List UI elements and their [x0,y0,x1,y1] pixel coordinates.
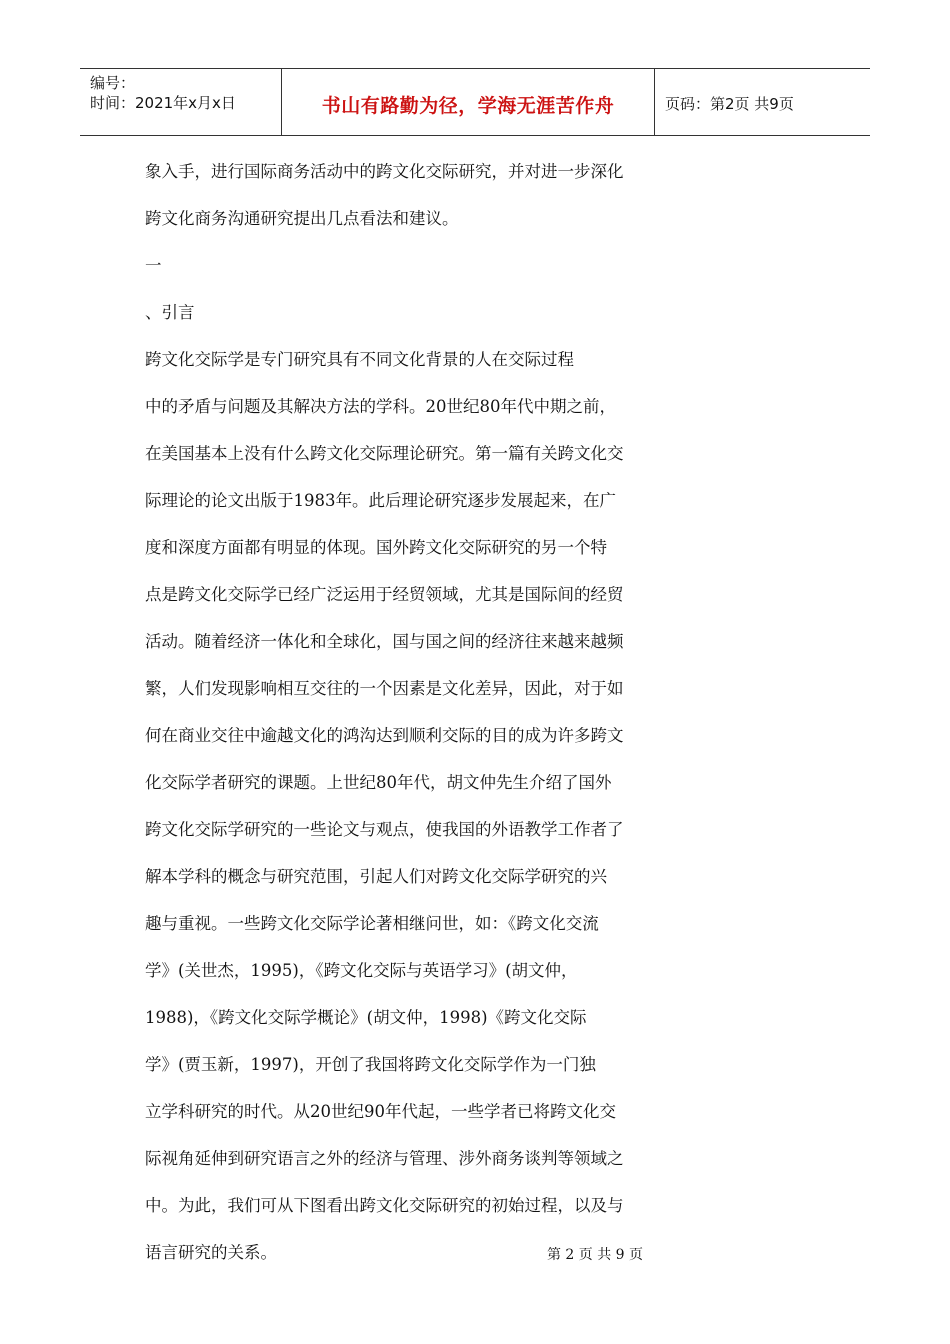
text-line: 点是跨文化交际学已经广泛运用于经贸领域，尤其是国际间的经贸 [145,585,624,604]
text-line: 中。为此，我们可从下图看出跨文化交际研究的初始过程，以及与 [145,1196,624,1215]
text-line: 跨文化交际学研究的一些论文与观点，使我国的外语教学工作者了 [145,820,624,839]
text-line: 学》(关世杰，1995)，《跨文化交际与英语学习》(胡文仲， [145,961,578,980]
document-date: 时间：2021年x月x日 [90,94,236,112]
text-line: 繁，人们发现影响相互交往的一个因素是文化差异，因此，对于如 [145,679,624,698]
text-line: 趣与重视。一些跨文化交际学论著相继问世，如：《跨文化交流 [145,914,599,933]
text-line: 象入手，进行国际商务活动中的跨文化交际研究，并对进一步深化 [145,162,624,181]
header-page-info-cell [655,69,870,135]
header-page-info: 页码：第2页 共9页 [665,94,794,113]
text-line: 1988)，《跨文化交际学概论》(胡文仲，1998)《跨文化交际 [145,1008,587,1027]
header-meta-cell [80,69,282,135]
text-line: 活动。随着经济一体化和全球化，国与国之间的经济往来越来越频 [145,632,624,651]
text-line: 度和深度方面都有明显的体现。国外跨文化交际研究的另一个特 [145,538,607,557]
text-line: 化交际学者研究的课题。上世纪80年代，胡文仲先生介绍了国外 [145,773,612,792]
document-number-label: 编号： [90,74,136,92]
section-heading: 、引言 [145,303,195,322]
text-line: 解本学科的概念与研究范围，引起人们对跨文化交际学研究的兴 [145,867,607,886]
text-line: 中的矛盾与问题及其解决方法的学科。20世纪80年代中期之前， [145,397,616,416]
section-number: 一 [145,256,162,275]
page-footer [0,1244,950,1264]
text-line: 语言研究的关系。 [145,1243,277,1262]
footer-page-number: 第 2 页 共 9 页 [546,1247,644,1263]
text-line: 在美国基本上没有什么跨文化交际理论研究。第一篇有关跨文化交 [145,444,624,463]
page-header [80,68,870,136]
text-line: 跨文化商务沟通研究提出几点看法和建议。 [145,209,459,228]
body-text [145,152,645,1280]
text-line: 立学科研究的时代。从20世纪90年代起，一些学者已将跨文化交 [145,1102,616,1121]
header-motto-cell [282,69,655,135]
text-line: 际视角延伸到研究语言之外的经济与管理、涉外商务谈判等领域之 [145,1149,624,1168]
header-motto: 书山有路勤为径，学海无涯苦作舟 [321,94,615,117]
text-line: 学》(贾玉新，1997)，开创了我国将跨文化交际学作为一门独 [145,1055,596,1074]
text-line: 跨文化交际学是专门研究具有不同文化背景的人在交际过程 [145,350,574,369]
text-line: 际理论的论文出版于1983年。此后理论研究逐步发展起来，在广 [145,491,616,510]
text-line: 何在商业交往中逾越文化的鸿沟达到顺利交际的目的成为许多跨文 [145,726,624,745]
